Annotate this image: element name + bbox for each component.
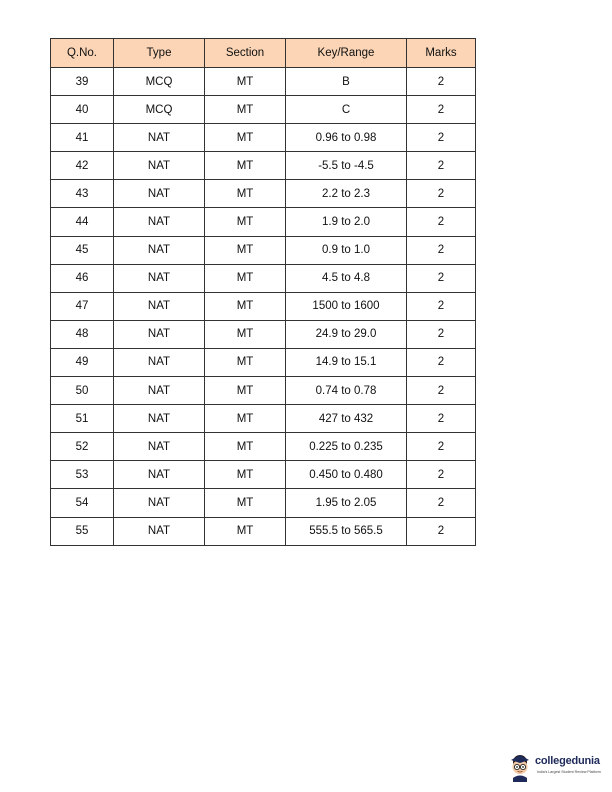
cell-qno: 55 [51, 517, 114, 545]
cell-marks: 2 [407, 348, 476, 376]
table-header-row [51, 39, 476, 68]
cell-qno: 45 [51, 236, 114, 264]
cell-key-range: 1.9 to 2.0 [286, 208, 407, 236]
cell-marks: 2 [407, 236, 476, 264]
logo-tagline: India's Largest Student Review Platform [537, 770, 601, 774]
cell-qno: 52 [51, 433, 114, 461]
cell-section: MT [205, 433, 286, 461]
cell-key-range: 0.450 to 0.480 [286, 461, 407, 489]
cell-type: NAT [114, 320, 205, 348]
cell-key-range: 0.225 to 0.235 [286, 433, 407, 461]
cell-type: NAT [114, 124, 205, 152]
cell-marks: 2 [407, 208, 476, 236]
cell-type: NAT [114, 489, 205, 517]
cell-marks: 2 [407, 292, 476, 320]
cell-key-range: 1.95 to 2.05 [286, 489, 407, 517]
cell-type: NAT [114, 292, 205, 320]
cell-type: NAT [114, 433, 205, 461]
cell-marks: 2 [407, 377, 476, 405]
cell-marks: 2 [407, 320, 476, 348]
cell-marks: 2 [407, 433, 476, 461]
cell-section: MT [205, 320, 286, 348]
cell-qno: 40 [51, 96, 114, 124]
cell-qno: 43 [51, 180, 114, 208]
table-row [51, 96, 476, 124]
cell-section: MT [205, 152, 286, 180]
cell-qno: 51 [51, 405, 114, 433]
cell-section: MT [205, 461, 286, 489]
cell-qno: 42 [51, 152, 114, 180]
cell-qno: 49 [51, 348, 114, 376]
cell-qno: 47 [51, 292, 114, 320]
cell-marks: 2 [407, 405, 476, 433]
cell-section: MT [205, 124, 286, 152]
cell-type: MCQ [114, 96, 205, 124]
cell-type: NAT [114, 405, 205, 433]
table-row [51, 489, 476, 517]
table-row [51, 152, 476, 180]
cell-marks: 2 [407, 152, 476, 180]
cell-qno: 46 [51, 264, 114, 292]
header-marks: Marks [407, 39, 476, 68]
cell-marks: 2 [407, 180, 476, 208]
cell-key-range: 14.9 to 15.1 [286, 348, 407, 376]
cell-section: MT [205, 236, 286, 264]
logo-name: collegedunia [535, 755, 600, 767]
cell-marks: 2 [407, 461, 476, 489]
cell-key-range: 4.5 to 4.8 [286, 264, 407, 292]
cell-section: MT [205, 377, 286, 405]
collegedunia-mascot-icon [507, 752, 535, 782]
cell-key-range: B [286, 68, 407, 96]
header-type: Type [114, 39, 205, 68]
cell-type: MCQ [114, 68, 205, 96]
cell-type: NAT [114, 461, 205, 489]
cell-marks: 2 [407, 264, 476, 292]
header-section: Section [205, 39, 286, 68]
cell-type: NAT [114, 348, 205, 376]
cell-qno: 39 [51, 68, 114, 96]
cell-qno: 44 [51, 208, 114, 236]
cell-key-range: C [286, 96, 407, 124]
cell-key-range: 427 to 432 [286, 405, 407, 433]
cell-qno: 48 [51, 320, 114, 348]
cell-section: MT [205, 517, 286, 545]
cell-type: NAT [114, 208, 205, 236]
cell-type: NAT [114, 152, 205, 180]
table-row [51, 433, 476, 461]
cell-type: NAT [114, 517, 205, 545]
table-row [51, 264, 476, 292]
cell-key-range: 0.74 to 0.78 [286, 377, 407, 405]
cell-type: NAT [114, 377, 205, 405]
table-row [51, 461, 476, 489]
table-row [51, 405, 476, 433]
cell-key-range: 555.5 to 565.5 [286, 517, 407, 545]
cell-key-range: 24.9 to 29.0 [286, 320, 407, 348]
table-row [51, 517, 476, 545]
cell-qno: 41 [51, 124, 114, 152]
cell-qno: 53 [51, 461, 114, 489]
collegedunia-logo [507, 752, 607, 782]
header-key-range: Key/Range [286, 39, 407, 68]
cell-marks: 2 [407, 489, 476, 517]
cell-qno: 50 [51, 377, 114, 405]
cell-section: MT [205, 405, 286, 433]
table-row [51, 348, 476, 376]
cell-key-range: -5.5 to -4.5 [286, 152, 407, 180]
cell-section: MT [205, 208, 286, 236]
table-row [51, 124, 476, 152]
cell-section: MT [205, 292, 286, 320]
table-body [51, 68, 476, 546]
cell-key-range: 0.9 to 1.0 [286, 236, 407, 264]
table-row [51, 68, 476, 96]
answer-key-table [50, 38, 476, 546]
cell-key-range: 1500 to 1600 [286, 292, 407, 320]
cell-marks: 2 [407, 68, 476, 96]
cell-section: MT [205, 489, 286, 517]
cell-section: MT [205, 348, 286, 376]
table-row [51, 236, 476, 264]
cell-marks: 2 [407, 96, 476, 124]
cell-marks: 2 [407, 124, 476, 152]
cell-marks: 2 [407, 517, 476, 545]
cell-section: MT [205, 180, 286, 208]
cell-section: MT [205, 264, 286, 292]
cell-type: NAT [114, 264, 205, 292]
cell-qno: 54 [51, 489, 114, 517]
table-row [51, 320, 476, 348]
cell-key-range: 2.2 to 2.3 [286, 180, 407, 208]
table-row [51, 208, 476, 236]
table-row [51, 180, 476, 208]
cell-section: MT [205, 68, 286, 96]
header-qno: Q.No. [51, 39, 114, 68]
cell-type: NAT [114, 236, 205, 264]
cell-section: MT [205, 96, 286, 124]
cell-type: NAT [114, 180, 205, 208]
cell-key-range: 0.96 to 0.98 [286, 124, 407, 152]
table-row [51, 377, 476, 405]
table-row [51, 292, 476, 320]
